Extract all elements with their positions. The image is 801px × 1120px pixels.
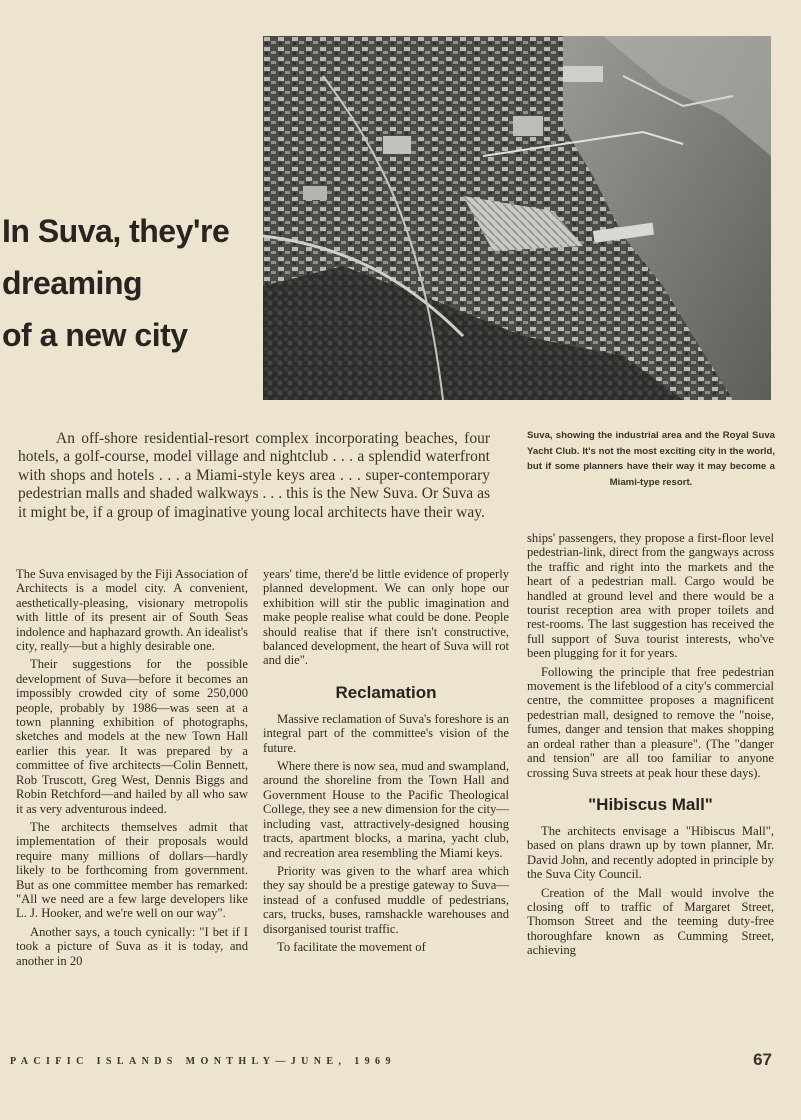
paragraph: Their suggestions for the possible development of Suva—before it becomes an impossibly crowded city of some 250,000 people, probably by 1986—was seen at a town planning exhibition of photographs, sketches and models at the new Town Hall earlier this year. It was prepared by a committee of five architects—Colin Bennett, Rob Truscott, Greg West, Dennis Biggs and Robin Retchford—and hailed by all who saw it as very adventurous indeed. [16, 657, 248, 816]
page-number: 67 [753, 1050, 772, 1069]
text-column-1 [16, 567, 248, 972]
text-column-3 [527, 531, 774, 962]
headline-line-3: of a new city [2, 317, 188, 353]
page-footer [10, 1052, 770, 1072]
headline-line-1: In Suva, they're [2, 213, 230, 249]
paragraph: The Suva envisaged by the Fiji Association of Architects is a model city. A convenient, aesthetically-pleasing, visionary metropolis with little of its present air of South Seas indolence and haphazard growth. An idealist's city, really—but a highly desirable one. [16, 567, 248, 654]
paragraph: years' time, there'd be little evidence of properly planned development. We can only hope our exhibition will stir the public imagination and make people realise what could be done. People should realise that if there isn't constructive, balanced development, the heart of Suva will rot and die". [263, 567, 509, 668]
paragraph: Another says, a touch cynically: "I bet if I took a picture of Suva as it is today, and another in 20 [16, 924, 248, 968]
paragraph: Creation of the Mall would involve the closing off to traffic of Margaret Street, Thomson Street and the teeming duty-free thoroughfare known as Cumming Street, achieving [527, 885, 774, 958]
subhead-reclamation: Reclamation [335, 682, 437, 702]
paragraph: Following the principle that free pedestrian movement is the lifeblood of a city's commercial centre, the committee proposes a magnificent pedestrian mall, designed to remove the "noise, fumes, danger and tension that makes shopping an ordeal rather than a pleasure". (The "danger and tension" are all too familiar to anyone crossing Suva streets at peak hour these days). [527, 664, 774, 780]
paragraph: The architects themselves admit that implementation of their proposals would require many millions of dollars—hardly likely to be forthcoming from government. But as one committee member has remarked: "All we need are a few large developers like L. J. Hooker, and we're well on our way". [16, 819, 248, 921]
subhead-hibiscus-mall: "Hibiscus Mall" [588, 794, 713, 814]
paragraph: ships' passengers, they propose a first-floor level pedestrian-link, direct from the gangways across the traffic and right into the markets and the heart of a pedestrian mall. Cargo would be handled at ground level and there would be a tourist reception area with proper toilets and rest-rooms. The last suggestion has received the full support of Suva tourist interests, who've been plugging for it for years. [527, 531, 774, 661]
masthead: PACIFIC ISLANDS MONTHLY—JUNE, 1969 [10, 1056, 396, 1067]
photo-caption: Suva, showing the industrial area and the Royal Suva Yacht Club. It's not the most exciting city in the world, but if some planners have their way it may become a Miami-type resort. [527, 430, 775, 488]
paragraph: Where there is now sea, mud and swampland, around the shoreline from the Town Hall and Government House to the Pacific Theological College, they see a new dimension for the city—including vast, attractively-designed housing tracts, apartment blocks, a marina, yacht club, and recreation area resembling the Miami keys. [263, 759, 509, 860]
aerial-photo-suva [263, 36, 771, 400]
aerial-photo-image [263, 36, 771, 400]
paragraph: To facilitate the movement of [277, 939, 426, 954]
text-column-2 [263, 567, 509, 958]
paragraph: Priority was given to the wharf area which they say should be a prestige gateway to Suva—instead of a confused muddle of pedestrians, cars, trucks, buses, ramshackle warehouses and disorganised tourist traffic. [263, 863, 509, 936]
article-intro: An off-shore residential-resort complex incorporating beaches, four hotels, a golf-course, model village and nightclub . . . a splendid waterfront with shops and hotels . . . a Miami-style keys area . . . super-contemporary pedestrian malls and shaded walkways . . . this is the New Suva. Or Suva as it might be, if a group of imaginative young local architects have their way. [18, 430, 490, 521]
paragraph: Massive reclamation of Suva's foreshore is an integral part of the committee's vision of the future. [263, 711, 509, 755]
article-headline [2, 205, 257, 361]
paragraph: The architects envisage a "Hibiscus Mall", based on plans drawn up by town planner, Mr. David John, and recently adopted in principle by the Suva City Council. [527, 823, 774, 882]
headline-line-2: dreaming [2, 265, 143, 301]
